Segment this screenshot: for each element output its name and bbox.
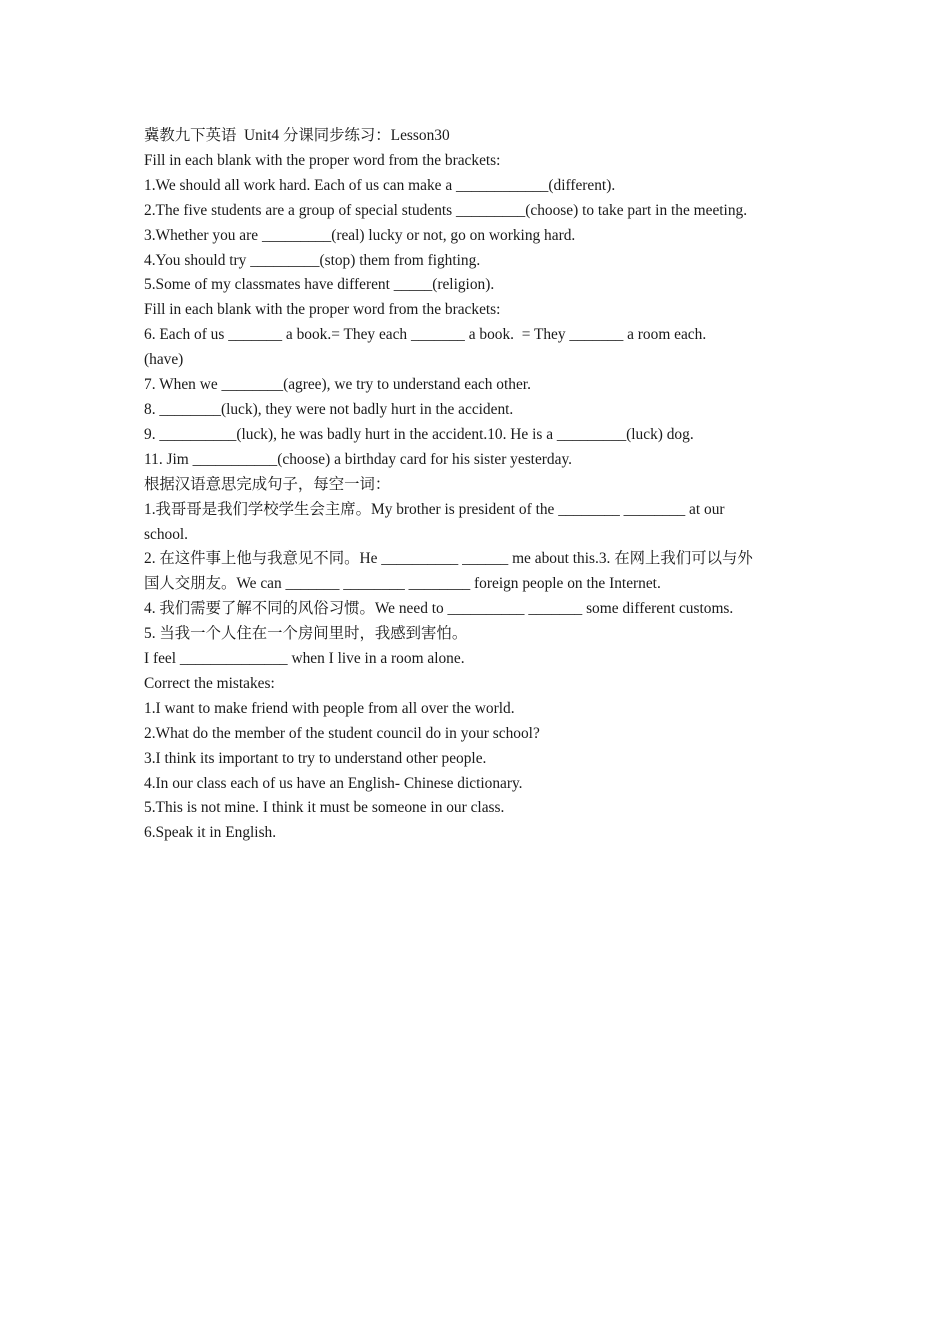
section-heading-translation: 根据汉语意思完成句子，每空一词： — [144, 475, 391, 493]
section-heading-fill-blank: Fill in each blank with the proper word from the brackets: — [144, 301, 501, 319]
exercise-line: 4.You should try _________(stop) them from fighting. — [144, 251, 481, 269]
exercise-line: 5.Some of my classmates have different _____(religion). — [144, 276, 495, 294]
exercise-line: 4.In our class each of us have an English- Chinese dictionary. — [144, 774, 523, 792]
section-heading-fill-blank: Fill in each blank with the proper word from the brackets: — [144, 151, 501, 169]
exercise-line: 2.The five students are a group of special students _________(choose) to take part in the meeting. — [144, 201, 748, 219]
exercise-line: 1.我哥哥是我们学校学生会主席。My brother is president of the ________ ________ at our — [144, 500, 725, 518]
exercise-line: 7. When we ________(agree), we try to understand each other. — [144, 376, 531, 394]
exercise-line: 6.Speak it in English. — [144, 824, 277, 842]
exercise-line: 2.What do the member of the student council do in your school? — [144, 724, 540, 742]
exercise-line: 4. 我们需要了解不同的风俗习惯。We need to __________ _______ some different customs. — [144, 600, 734, 618]
section-heading-correct-mistakes: Correct the mistakes: — [144, 674, 275, 692]
exercise-line: 6. Each of us _______ a book.= They each _______ a book. = They _______ a room each. — [144, 326, 707, 344]
exercise-line: 8. ________(luck), they were not badly hurt in the accident. — [144, 400, 514, 418]
exercise-line: 11. Jim ___________(choose) a birthday card for his sister yesterday. — [144, 450, 572, 468]
exercise-line: 9. __________(luck), he was badly hurt in the accident.10. He is a _________(luck) dog. — [144, 425, 694, 443]
exercise-line: 国人交朋友。We can _______ ________ ________ foreign people on the Internet. — [144, 575, 661, 593]
document-body — [144, 124, 824, 846]
exercise-line: 5.This is not mine. I think it must be someone in our class. — [144, 799, 505, 817]
exercise-line: 3.Whether you are _________(real) lucky or not, go on working hard. — [144, 226, 576, 244]
exercise-line: 3.I think its important to try to understand other people. — [144, 749, 487, 767]
exercise-line: 5. 当我一个人住在一个房间里时，我感到害怕。 — [144, 625, 468, 643]
exercise-line: 1.I want to make friend with people from all over the world. — [144, 699, 515, 717]
exercise-line: 2. 在这件事上他与我意见不同。He __________ ______ me about this.3. 在网上我们可以与外 — [144, 550, 753, 568]
exercise-line: I feel ______________ when I live in a room alone. — [144, 650, 465, 668]
exercise-line: 1.We should all work hard. Each of us can make a ____________(different). — [144, 176, 616, 194]
exercise-line: (have) — [144, 351, 184, 369]
document-title: 冀教九下英语 Unit4 分课同步练习：Lesson30 — [144, 127, 450, 144]
exercise-line: school. — [144, 525, 189, 543]
